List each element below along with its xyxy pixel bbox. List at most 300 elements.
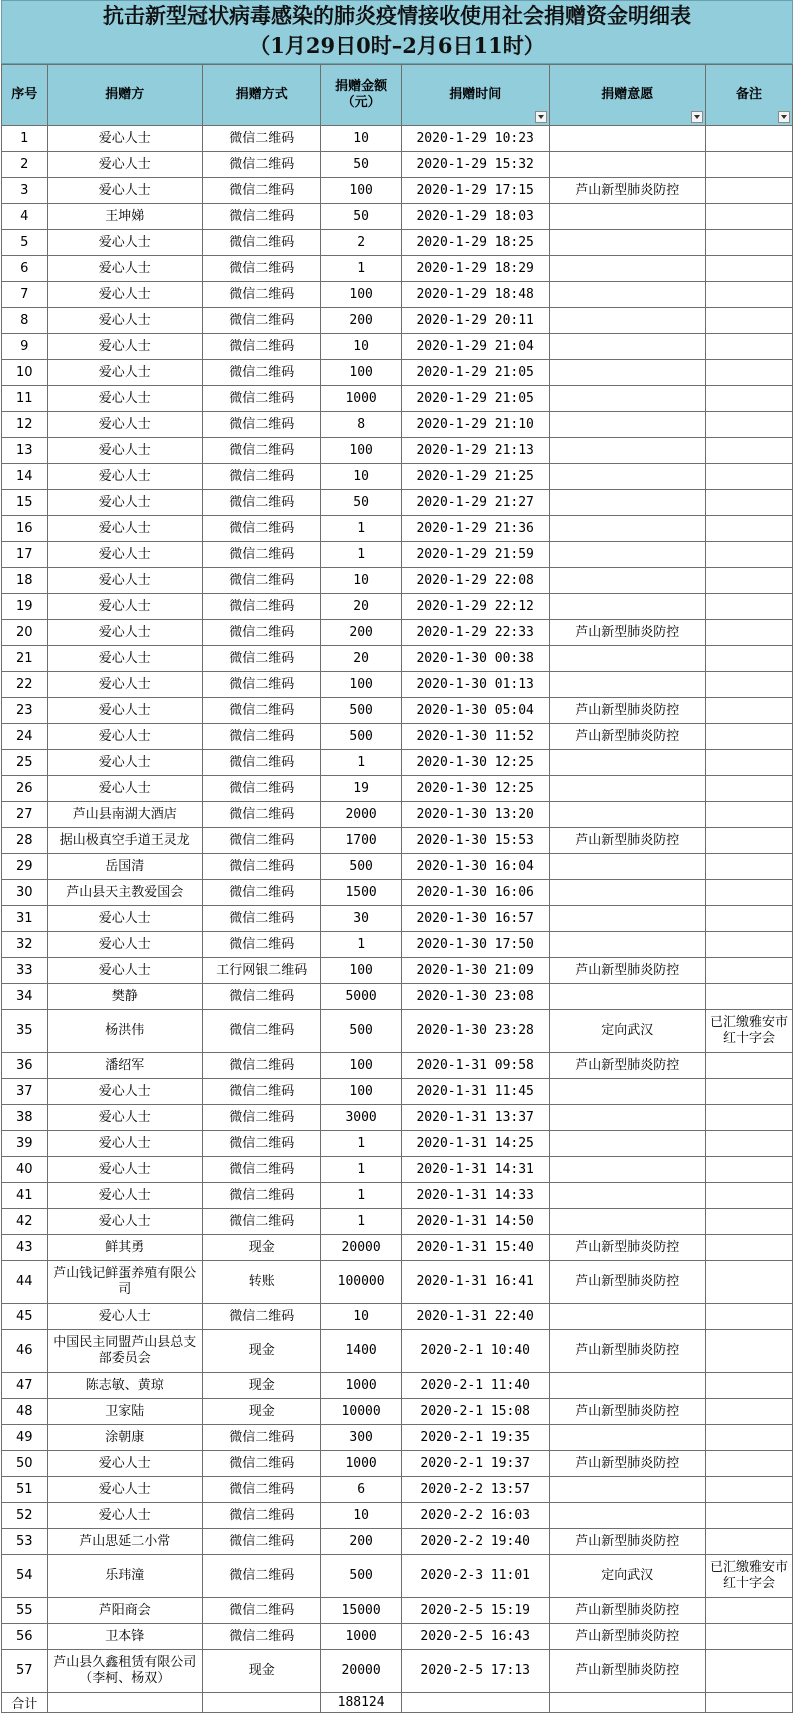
table-row (2, 568, 793, 594)
cell-intent (549, 932, 705, 958)
cell-intent: 芦山新型肺炎防控 (549, 1650, 705, 1693)
cell-method: 微信二维码 (203, 386, 321, 412)
cell-note (706, 412, 793, 438)
cell-method: 微信二维码 (203, 568, 321, 594)
cell-note (706, 984, 793, 1010)
cell-amount: 1 (321, 1131, 401, 1157)
cell-time: 2020-1-31 13:37 (401, 1105, 549, 1131)
total-empty (203, 1693, 321, 1713)
cell-note (706, 1105, 793, 1131)
cell-amount: 20000 (321, 1650, 401, 1693)
cell-note (706, 1503, 793, 1529)
cell-method: 微信二维码 (203, 906, 321, 932)
cell-note (706, 438, 793, 464)
cell-note (706, 1330, 793, 1373)
cell-intent: 芦山新型肺炎防控 (549, 178, 705, 204)
cell-intent: 芦山新型肺炎防控 (549, 1053, 705, 1079)
cell-seq: 54 (2, 1555, 48, 1598)
cell-time: 2020-2-5 15:19 (401, 1598, 549, 1624)
cell-donor: 王坤娣 (47, 204, 202, 230)
cell-amount: 15000 (321, 1598, 401, 1624)
cell-time: 2020-1-29 18:29 (401, 256, 549, 282)
cell-seq: 19 (2, 594, 48, 620)
header-intent (549, 65, 705, 126)
cell-intent (549, 1477, 705, 1503)
cell-time: 2020-2-2 16:03 (401, 1503, 549, 1529)
table-row (2, 1209, 793, 1235)
cell-method: 微信二维码 (203, 308, 321, 334)
cell-note (706, 1183, 793, 1209)
cell-note (706, 1477, 793, 1503)
cell-intent: 芦山新型肺炎防控 (549, 620, 705, 646)
cell-time: 2020-1-29 18:25 (401, 230, 549, 256)
cell-method: 微信二维码 (203, 724, 321, 750)
cell-amount: 200 (321, 620, 401, 646)
cell-note (706, 360, 793, 386)
cell-donor: 爱心人士 (47, 412, 202, 438)
cell-note (706, 152, 793, 178)
cell-time: 2020-1-30 15:53 (401, 828, 549, 854)
cell-donor: 爱心人士 (47, 126, 202, 152)
cell-note (706, 1304, 793, 1330)
table-row (2, 256, 793, 282)
cell-method: 微信二维码 (203, 1598, 321, 1624)
cell-donor: 乐玮潼 (47, 1555, 202, 1598)
cell-method: 微信二维码 (203, 1477, 321, 1503)
cell-donor: 爱心人士 (47, 750, 202, 776)
cell-intent (549, 984, 705, 1010)
cell-time: 2020-2-1 15:08 (401, 1399, 549, 1425)
header-intent-label: 捐赠意愿 (601, 87, 654, 102)
cell-note (706, 802, 793, 828)
cell-seq: 40 (2, 1157, 48, 1183)
donation-table (1, 64, 793, 1713)
title-band (1, 0, 793, 64)
cell-amount: 3000 (321, 1105, 401, 1131)
cell-method: 微信二维码 (203, 698, 321, 724)
cell-amount: 100000 (321, 1261, 401, 1304)
total-label: 合计 (2, 1693, 48, 1713)
cell-donor: 爱心人士 (47, 776, 202, 802)
cell-time: 2020-2-5 16:43 (401, 1624, 549, 1650)
cell-intent (549, 438, 705, 464)
cell-donor: 中国民主同盟芦山县总支部委员会 (47, 1330, 202, 1373)
cell-time: 2020-1-30 05:04 (401, 698, 549, 724)
cell-seq: 18 (2, 568, 48, 594)
cell-method: 微信二维码 (203, 204, 321, 230)
cell-note (706, 1157, 793, 1183)
cell-seq: 1 (2, 126, 48, 152)
cell-amount: 19 (321, 776, 401, 802)
cell-time: 2020-1-31 14:33 (401, 1183, 549, 1209)
cell-seq: 41 (2, 1183, 48, 1209)
cell-time: 2020-1-29 21:27 (401, 490, 549, 516)
cell-note (706, 230, 793, 256)
cell-method: 微信二维码 (203, 1157, 321, 1183)
cell-note (706, 1373, 793, 1399)
table-row (2, 594, 793, 620)
cell-note (706, 776, 793, 802)
table-row (2, 1157, 793, 1183)
table-row (2, 1261, 793, 1304)
cell-donor: 爱心人士 (47, 1304, 202, 1330)
table-row (2, 1304, 793, 1330)
cell-donor: 爱心人士 (47, 464, 202, 490)
cell-method: 微信二维码 (203, 594, 321, 620)
cell-donor: 爱心人士 (47, 958, 202, 984)
cell-donor: 爱心人士 (47, 1477, 202, 1503)
table-row (2, 1624, 793, 1650)
cell-seq: 28 (2, 828, 48, 854)
cell-intent (549, 906, 705, 932)
cell-intent (549, 542, 705, 568)
cell-donor: 爱心人士 (47, 386, 202, 412)
cell-seq: 30 (2, 880, 48, 906)
cell-donor: 爱心人士 (47, 906, 202, 932)
cell-donor: 爱心人士 (47, 724, 202, 750)
cell-note (706, 828, 793, 854)
cell-amount: 100 (321, 178, 401, 204)
cell-intent: 芦山新型肺炎防控 (549, 1399, 705, 1425)
cell-seq: 17 (2, 542, 48, 568)
cell-intent (549, 204, 705, 230)
cell-amount: 1700 (321, 828, 401, 854)
cell-intent: 芦山新型肺炎防控 (549, 724, 705, 750)
table-row (2, 178, 793, 204)
cell-donor: 爱心人士 (47, 230, 202, 256)
cell-note (706, 646, 793, 672)
cell-seq: 34 (2, 984, 48, 1010)
cell-time: 2020-1-30 17:50 (401, 932, 549, 958)
cell-amount: 1 (321, 1157, 401, 1183)
table-row (2, 828, 793, 854)
cell-method: 微信二维码 (203, 464, 321, 490)
cell-time: 2020-1-31 16:41 (401, 1261, 549, 1304)
cell-time: 2020-1-29 21:25 (401, 464, 549, 490)
cell-seq: 45 (2, 1304, 48, 1330)
cell-method: 微信二维码 (203, 516, 321, 542)
cell-time: 2020-1-30 12:25 (401, 776, 549, 802)
cell-seq: 9 (2, 334, 48, 360)
cell-intent (549, 386, 705, 412)
table-row (2, 1183, 793, 1209)
cell-donor: 爱心人士 (47, 568, 202, 594)
cell-intent: 芦山新型肺炎防控 (549, 1261, 705, 1304)
cell-time: 2020-1-29 10:23 (401, 126, 549, 152)
cell-time: 2020-1-30 11:52 (401, 724, 549, 750)
cell-note (706, 178, 793, 204)
cell-note (706, 1209, 793, 1235)
cell-time: 2020-1-30 16:04 (401, 854, 549, 880)
cell-amount: 500 (321, 1555, 401, 1598)
cell-time: 2020-1-31 22:40 (401, 1304, 549, 1330)
cell-note (706, 854, 793, 880)
table-row (2, 646, 793, 672)
cell-amount: 100 (321, 438, 401, 464)
cell-time: 2020-1-29 18:03 (401, 204, 549, 230)
cell-donor: 岳国清 (47, 854, 202, 880)
cell-donor: 芦山县久鑫租赁有限公司（李柯、杨双） (47, 1650, 202, 1693)
cell-intent (549, 1425, 705, 1451)
cell-seq: 2 (2, 152, 48, 178)
cell-seq: 32 (2, 932, 48, 958)
cell-donor: 爱心人士 (47, 438, 202, 464)
cell-seq: 43 (2, 1235, 48, 1261)
cell-intent: 芦山新型肺炎防控 (549, 958, 705, 984)
cell-amount: 10 (321, 568, 401, 594)
cell-intent (549, 308, 705, 334)
cell-intent (549, 1157, 705, 1183)
cell-intent (549, 1079, 705, 1105)
cell-seq: 24 (2, 724, 48, 750)
table-row (2, 1131, 793, 1157)
table-row (2, 672, 793, 698)
cell-intent (549, 802, 705, 828)
cell-time: 2020-1-30 23:28 (401, 1010, 549, 1053)
cell-seq: 52 (2, 1503, 48, 1529)
cell-method: 微信二维码 (203, 802, 321, 828)
cell-note (706, 724, 793, 750)
cell-donor: 涂朝康 (47, 1425, 202, 1451)
cell-donor: 爱心人士 (47, 1183, 202, 1209)
cell-time: 2020-1-29 21:05 (401, 360, 549, 386)
cell-amount: 100 (321, 1053, 401, 1079)
cell-time: 2020-1-29 15:32 (401, 152, 549, 178)
cell-intent (549, 152, 705, 178)
header-time-label: 捐赠时间 (449, 87, 502, 102)
cell-amount: 1 (321, 256, 401, 282)
cell-seq: 37 (2, 1079, 48, 1105)
table-row (2, 412, 793, 438)
cell-seq: 27 (2, 802, 48, 828)
table-row (2, 1503, 793, 1529)
cell-seq: 8 (2, 308, 48, 334)
total-empty (401, 1693, 549, 1713)
cell-intent (549, 230, 705, 256)
cell-donor: 芦阳商会 (47, 1598, 202, 1624)
cell-amount: 100 (321, 958, 401, 984)
cell-donor: 爱心人士 (47, 282, 202, 308)
table-row (2, 906, 793, 932)
table-row (2, 1555, 793, 1598)
cell-amount: 20 (321, 594, 401, 620)
cell-seq: 38 (2, 1105, 48, 1131)
cell-time: 2020-2-1 10:40 (401, 1330, 549, 1373)
filter-dropdown-icon[interactable] (535, 111, 547, 123)
header-donor-label: 捐赠方 (105, 87, 145, 102)
cell-seq: 50 (2, 1451, 48, 1477)
cell-amount: 200 (321, 308, 401, 334)
cell-donor: 爱心人士 (47, 698, 202, 724)
cell-time: 2020-1-30 00:38 (401, 646, 549, 672)
cell-time: 2020-1-29 21:59 (401, 542, 549, 568)
table-row (2, 958, 793, 984)
total-empty (706, 1693, 793, 1713)
cell-note (706, 594, 793, 620)
cell-seq: 13 (2, 438, 48, 464)
cell-amount: 200 (321, 1529, 401, 1555)
cell-donor: 爱心人士 (47, 178, 202, 204)
cell-note (706, 1624, 793, 1650)
table-row (2, 1105, 793, 1131)
table-row (2, 1451, 793, 1477)
header-seq-label: 序号 (11, 87, 38, 102)
cell-method: 微信二维码 (203, 1529, 321, 1555)
cell-time: 2020-1-29 21:13 (401, 438, 549, 464)
cell-method: 微信二维码 (203, 672, 321, 698)
table-body (2, 126, 793, 1693)
table-row (2, 880, 793, 906)
cell-time: 2020-2-1 19:37 (401, 1451, 549, 1477)
cell-time: 2020-1-29 21:05 (401, 386, 549, 412)
cell-donor: 卫本锋 (47, 1624, 202, 1650)
cell-intent: 芦山新型肺炎防控 (549, 1624, 705, 1650)
header-donor (47, 65, 202, 126)
cell-amount: 10 (321, 1503, 401, 1529)
total-empty (549, 1693, 705, 1713)
cell-amount: 1500 (321, 880, 401, 906)
cell-amount: 300 (321, 1425, 401, 1451)
cell-time: 2020-2-1 11:40 (401, 1373, 549, 1399)
cell-method: 微信二维码 (203, 1555, 321, 1598)
cell-method: 微信二维码 (203, 1304, 321, 1330)
cell-note: 已汇缴雅安市红十字会 (706, 1010, 793, 1053)
cell-time: 2020-1-29 21:36 (401, 516, 549, 542)
cell-amount: 1 (321, 516, 401, 542)
cell-note (706, 464, 793, 490)
cell-amount: 6 (321, 1477, 401, 1503)
cell-time: 2020-1-30 01:13 (401, 672, 549, 698)
cell-intent (549, 672, 705, 698)
cell-seq: 11 (2, 386, 48, 412)
cell-donor: 芦山钱记鲜蛋养殖有限公司 (47, 1261, 202, 1304)
filter-dropdown-icon[interactable] (778, 111, 790, 123)
cell-seq: 57 (2, 1650, 48, 1693)
header-amount (321, 65, 401, 126)
header-time (401, 65, 549, 126)
cell-intent: 芦山新型肺炎防控 (549, 1598, 705, 1624)
cell-seq: 48 (2, 1399, 48, 1425)
table-row (2, 724, 793, 750)
cell-donor: 爱心人士 (47, 1503, 202, 1529)
cell-time: 2020-1-30 16:57 (401, 906, 549, 932)
cell-seq: 6 (2, 256, 48, 282)
table-row (2, 1010, 793, 1053)
cell-note (706, 204, 793, 230)
cell-seq: 15 (2, 490, 48, 516)
cell-seq: 29 (2, 854, 48, 880)
cell-method: 微信二维码 (203, 490, 321, 516)
cell-intent (549, 646, 705, 672)
header-seq (2, 65, 48, 126)
cell-note (706, 620, 793, 646)
cell-amount: 5000 (321, 984, 401, 1010)
cell-amount: 500 (321, 854, 401, 880)
cell-method: 微信二维码 (203, 126, 321, 152)
cell-amount: 10000 (321, 1399, 401, 1425)
cell-amount: 1 (321, 932, 401, 958)
cell-seq: 10 (2, 360, 48, 386)
table-row (2, 204, 793, 230)
cell-intent: 定向武汉 (549, 1555, 705, 1598)
cell-method: 微信二维码 (203, 1183, 321, 1209)
cell-intent (549, 464, 705, 490)
filter-dropdown-icon[interactable] (691, 111, 703, 123)
cell-donor: 潘绍军 (47, 1053, 202, 1079)
cell-note (706, 516, 793, 542)
table-row (2, 386, 793, 412)
cell-method: 微信二维码 (203, 1053, 321, 1079)
table-row (2, 516, 793, 542)
cell-amount: 10 (321, 1304, 401, 1330)
table-row (2, 698, 793, 724)
cell-method: 微信二维码 (203, 750, 321, 776)
cell-intent (549, 490, 705, 516)
table-row (2, 1529, 793, 1555)
cell-note (706, 568, 793, 594)
cell-method: 微信二维码 (203, 1079, 321, 1105)
cell-note (706, 958, 793, 984)
cell-donor: 爱心人士 (47, 490, 202, 516)
cell-seq: 42 (2, 1209, 48, 1235)
cell-amount: 50 (321, 490, 401, 516)
cell-method: 现金 (203, 1235, 321, 1261)
cell-amount: 1000 (321, 1624, 401, 1650)
cell-intent: 芦山新型肺炎防控 (549, 1529, 705, 1555)
cell-donor: 爱心人士 (47, 308, 202, 334)
cell-intent (549, 126, 705, 152)
cell-time: 2020-1-31 15:40 (401, 1235, 549, 1261)
cell-seq: 53 (2, 1529, 48, 1555)
cell-donor: 爱心人士 (47, 360, 202, 386)
cell-method: 微信二维码 (203, 412, 321, 438)
cell-intent (549, 412, 705, 438)
table-row (2, 1399, 793, 1425)
table-row (2, 1650, 793, 1693)
cell-method: 微信二维码 (203, 1503, 321, 1529)
cell-intent (549, 776, 705, 802)
cell-intent (549, 256, 705, 282)
cell-seq: 23 (2, 698, 48, 724)
cell-time: 2020-2-5 17:13 (401, 1650, 549, 1693)
cell-method: 微信二维码 (203, 282, 321, 308)
header-amount-unit: （元） (341, 95, 381, 110)
cell-donor: 爱心人士 (47, 542, 202, 568)
cell-seq: 51 (2, 1477, 48, 1503)
cell-method: 微信二维码 (203, 1010, 321, 1053)
header-note-label: 备注 (736, 87, 763, 102)
cell-amount: 100 (321, 672, 401, 698)
cell-note (706, 672, 793, 698)
cell-amount: 1 (321, 1209, 401, 1235)
cell-seq: 26 (2, 776, 48, 802)
cell-method: 微信二维码 (203, 1105, 321, 1131)
table-row (2, 984, 793, 1010)
cell-intent (549, 594, 705, 620)
cell-note (706, 542, 793, 568)
cell-intent (549, 750, 705, 776)
cell-donor: 爱心人士 (47, 1105, 202, 1131)
cell-amount: 20000 (321, 1235, 401, 1261)
cell-method: 微信二维码 (203, 646, 321, 672)
table-row (2, 490, 793, 516)
cell-amount: 10 (321, 334, 401, 360)
cell-amount: 2000 (321, 802, 401, 828)
cell-method: 现金 (203, 1330, 321, 1373)
cell-time: 2020-2-2 13:57 (401, 1477, 549, 1503)
cell-amount: 500 (321, 698, 401, 724)
cell-method: 微信二维码 (203, 1209, 321, 1235)
